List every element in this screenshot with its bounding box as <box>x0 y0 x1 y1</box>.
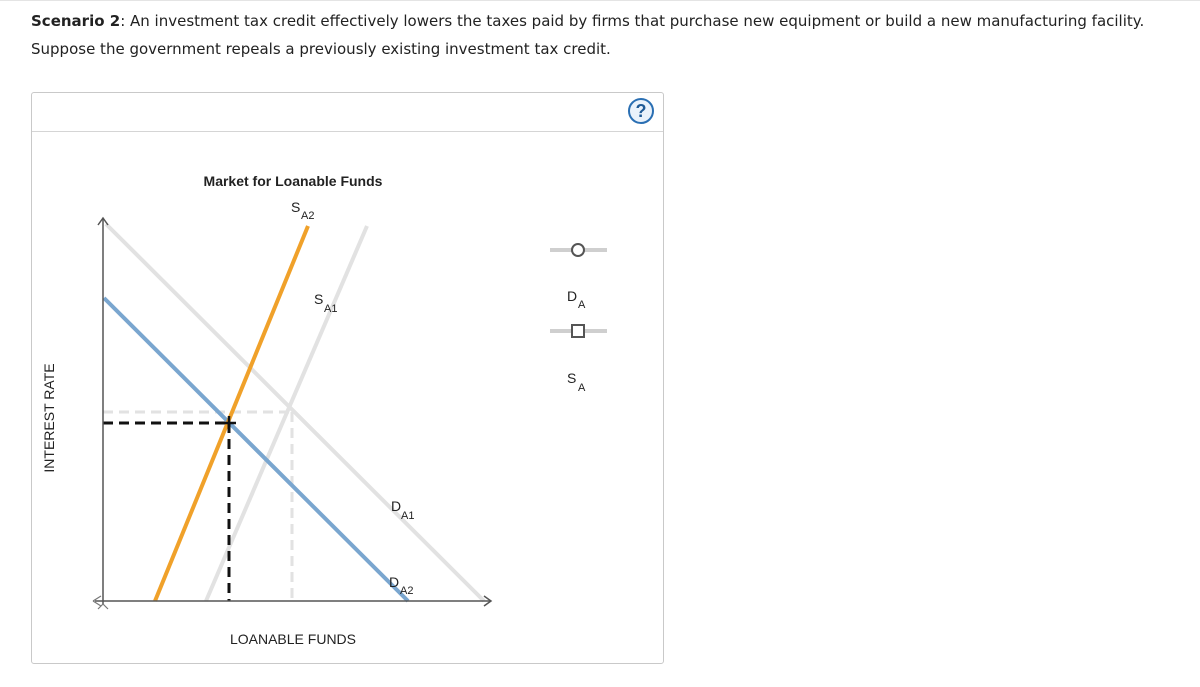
svg-text:A: A <box>578 299 586 311</box>
demand-curve-da2[interactable] <box>104 298 408 601</box>
svg-text:S: S <box>567 370 577 386</box>
y-axis-label: INTEREST RATE <box>41 363 57 473</box>
palette-demand-tool[interactable] <box>550 244 607 256</box>
svg-text:A1: A1 <box>324 303 338 315</box>
instruction-text: Suppose the government repeals a previously existing investment tax credit. <box>31 40 611 58</box>
scenario-text: : An investment tax credit effectively lowers the taxes paid by firms that purchase new equipment or build a new manufacturing facility. <box>120 12 1145 30</box>
svg-text:S: S <box>291 199 301 215</box>
label-sa1 <box>314 291 337 315</box>
palette-supply-label <box>567 370 586 394</box>
svg-text:D: D <box>389 574 400 590</box>
label-da2 <box>389 574 413 597</box>
palette-demand-label <box>567 288 586 311</box>
origin-arrows-icon <box>93 596 108 609</box>
demand-curve-da1[interactable] <box>106 224 484 601</box>
palette-supply-tool[interactable] <box>550 325 607 337</box>
x-axis-label: LOANABLE FUNDS <box>229 631 357 647</box>
scenario-label: Scenario 2 <box>31 12 121 30</box>
label-da1 <box>391 498 414 522</box>
svg-text:A1: A1 <box>401 510 415 522</box>
svg-text:A2: A2 <box>400 585 414 597</box>
svg-text:D: D <box>391 498 402 514</box>
svg-text:A2: A2 <box>301 210 315 222</box>
help-button[interactable]: ? <box>628 98 654 124</box>
svg-text:D: D <box>567 288 578 304</box>
svg-text:S: S <box>314 291 324 307</box>
svg-text:A: A <box>578 382 586 394</box>
label-sa2 <box>291 199 314 222</box>
graph-title: Market for Loanable Funds <box>203 173 383 189</box>
